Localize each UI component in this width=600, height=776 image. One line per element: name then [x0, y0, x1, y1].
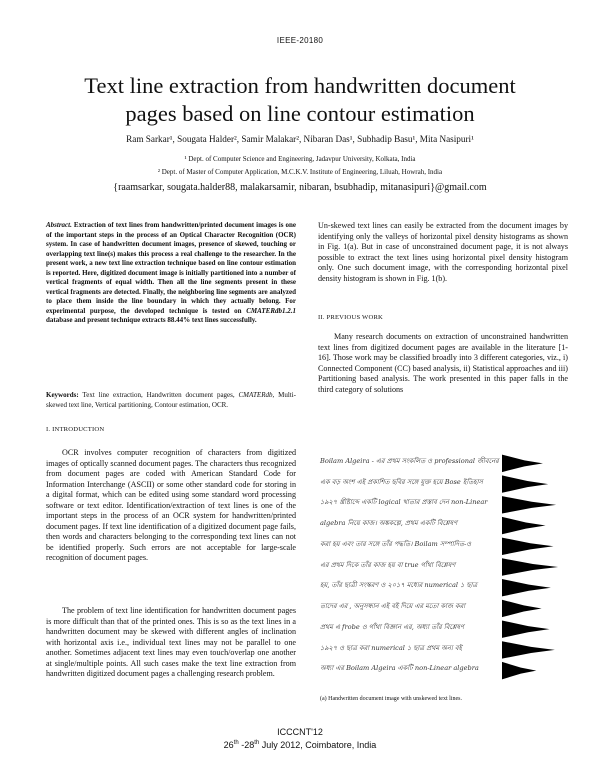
handwritten-line: ১৯২৭ খ্রীষ্টাব্দে একটি logical খাতার প্রস্তাব দেন non-Linear [320, 498, 488, 507]
abstract-db-name: CMATERdb1.2.1 [246, 306, 296, 315]
keywords-text-end: , Multi-skewed text line, Vertical partitioning, Contour estimation, OCR. [46, 391, 296, 409]
footer-date-start: 26 [223, 740, 234, 750]
handwritten-line: algebra নিয়ে কাজ। অঙ্ককল্পে, প্রথম একটি বিশ্লেষণ [320, 519, 458, 528]
footer-date [0, 740, 600, 750]
histogram-peak [502, 579, 551, 596]
histogram-peak [502, 662, 536, 679]
histogram-peak [502, 517, 546, 534]
keywords-label: Keywords: [46, 391, 79, 399]
histogram-peak [502, 496, 556, 513]
abstract-text-end: database and present technique extracts 88.44% text lines successfully. [46, 316, 257, 324]
handwritten-line: প্রথম এ frobe ও গাঁথা বিজ্ঞান এর, অধ্যা তাঁর বিশ্লেষণ [320, 622, 464, 631]
affiliation-2: ² Dept. of Master of Computer Application, M.C.K.V. Institute of Engineering, Liluah, Howrah, India [157, 168, 443, 176]
authors: Ram Sarkar¹, Sougata Halder², Samir Malakar², Nibaran Das¹, Subhadip Basu¹, Mita Nasipuri¹ [126, 134, 474, 144]
keywords [46, 391, 296, 410]
histogram-peak [502, 620, 550, 637]
section-heading-previous-work: II. PREVIOUS WORK [318, 314, 384, 321]
handwritten-line: করা হয় এবং তার সঙ্গে তাঁর পদ্ধতি। Boilam সম্পাদিত-ও [320, 539, 472, 548]
intro-paragraph-2: The problem of text line identification for handwritten document pages is more difficult than that of the printed ones. This is so as the text lines in a handwritten document may be skewed with different angles of inclination with horizontal axis i.e., individual text lines may not be parallel to one another. Sometimes adjacent text lines may even touch/overlap one another at single/multiple points. All such cases make the text line extraction from handwritten digitized document pages a challenging research problem. [46, 606, 296, 678]
paper-title [40, 72, 560, 128]
footer-sup-2: th [254, 740, 260, 746]
histogram-peak [502, 538, 553, 555]
conference-header: IEEE-20180 [276, 36, 324, 45]
handwritten-line: এক বড় অংশ এই প্রকাশিত ছবির সঙ্গে যুক্ত হয়ে Bose ইতিহাস [320, 477, 483, 486]
figure-handwritten-histogram [316, 452, 568, 680]
footer-conference: ICCCNT'12 [277, 727, 323, 737]
histogram-peak [502, 475, 548, 492]
section-heading-introduction: I. INTRODUCTION [46, 426, 105, 433]
histogram-peak [502, 641, 555, 658]
title-line-2: pages based on line contour estimation [125, 101, 475, 126]
author-emails: {raamsarkar, sougata.halder88, malakarsamir, nibaran, bsubhadip, mitanasipuri}@gmail.com [113, 182, 487, 193]
footer-date-rest: July 2012, Coimbatore, India [259, 740, 377, 750]
abstract-label: Abstract. [46, 221, 72, 229]
histogram-peak [502, 455, 543, 472]
title-line-1: Text line extraction from handwritten document [84, 73, 516, 98]
right-paragraph-1: Un-skewed text lines can easily be extracted from the document images by identifying only the valleys of horizontal pixel density histograms as shown in Fig. 1(a). But in case of unconstrained document page, it is not always possible to extract the text lines using horizontal pixel density histogram only. One such document image, with the corresponding horizontal pixel density histogram is shown in Fig. 1(b). [318, 221, 568, 283]
affiliation-1: ¹ Dept. of Computer Science and Engineering, Jadavpur University, Kolkata, India [184, 155, 416, 163]
handwritten-document-image [316, 452, 504, 680]
handwritten-line: ১৯২৭ ও ছাত্র করা numerical ১ ছাত্র প্রথম অন্য বই [320, 643, 462, 652]
handwritten-line: তাদের এর , অনুসন্ধান এই বই দিয়ে এর মতো কাজ করা [320, 602, 466, 611]
keywords-italic: CMATERdb [238, 391, 273, 399]
footer-sup-1: th [233, 740, 239, 746]
handwritten-line: এর প্রথম দিকে তাঁর কাজ হয় বা true গাঁথা বিশ্লেষণ [320, 560, 456, 569]
histogram-peak [502, 600, 542, 617]
intro-paragraph-1: OCR involves computer recognition of characters from digitized images of optically scanned document pages. The characters thus recognized from document pages are coded with American Standard Code for Information Interchange (ASCII) or some other standard code for storing in a digital format, which can be edited using some standard word processing software or text editor. Identification/extraction of text lines is one of the important steps in the process of an OCR system for handwritten/printed document pages. If text line identification of a digitized document page fails, then words and characters belonging to the corresponding text lines can not be identified properly. Such errors are not acceptable for large-scale recognition of document pages. [46, 448, 296, 562]
handwritten-line: অধ্যা এর Boilam Algeira একটি non-Linear algebra [320, 664, 479, 673]
abstract [46, 221, 296, 326]
figure-caption: (a) Handwritten document image with unskewed text lines. [320, 696, 462, 702]
keywords-text: Text line extraction, Handwritten document pages, [78, 391, 239, 399]
histogram-peak [502, 558, 558, 575]
footer-date-mid: -28 [238, 740, 255, 750]
handwritten-line: Boilam Algeira - এর প্রথম সংকলিত ও professional জীবনের [320, 457, 499, 465]
abstract-text: Extraction of text lines from handwritten/printed document images is one of the important steps in the process of an Optical Character Recognition (OCR) system. In case of handwritten document images, presence of skewed, touching or overlapping text line(s) makes this process a real challenge to the researcher. In the present work, a new text line extraction technique based on line contour estimation is reported. Here, digitized document image is initially partitioned into a number of vertical fragments of equal width. Then all the line segments present in these vertical fragments are detected. Finally, the neighboring line segments are analyzed to place them inside the line boundary in which they actually belong. For experimental purpose, the developed technique is tested on [46, 221, 296, 315]
horizontal-pixel-density-histogram [502, 452, 570, 680]
handwritten-line: হয়, তাঁর ছাত্রী সংস্করণ ও ২০১৭ মধ্যের numerical ১ ছাত্র [320, 581, 478, 590]
right-paragraph-2: Many research documents on extraction of unconstrained handwritten text lines from digitized document pages are available in the literature [1-16]. Those work may be classified broadly into 3 different categories, viz., i) Connected Component (CC) based analysis, ii) Statistical approaches and iii) Partitioning based analysis. The work presented in this paper falls in the third category of solutions [318, 332, 568, 394]
